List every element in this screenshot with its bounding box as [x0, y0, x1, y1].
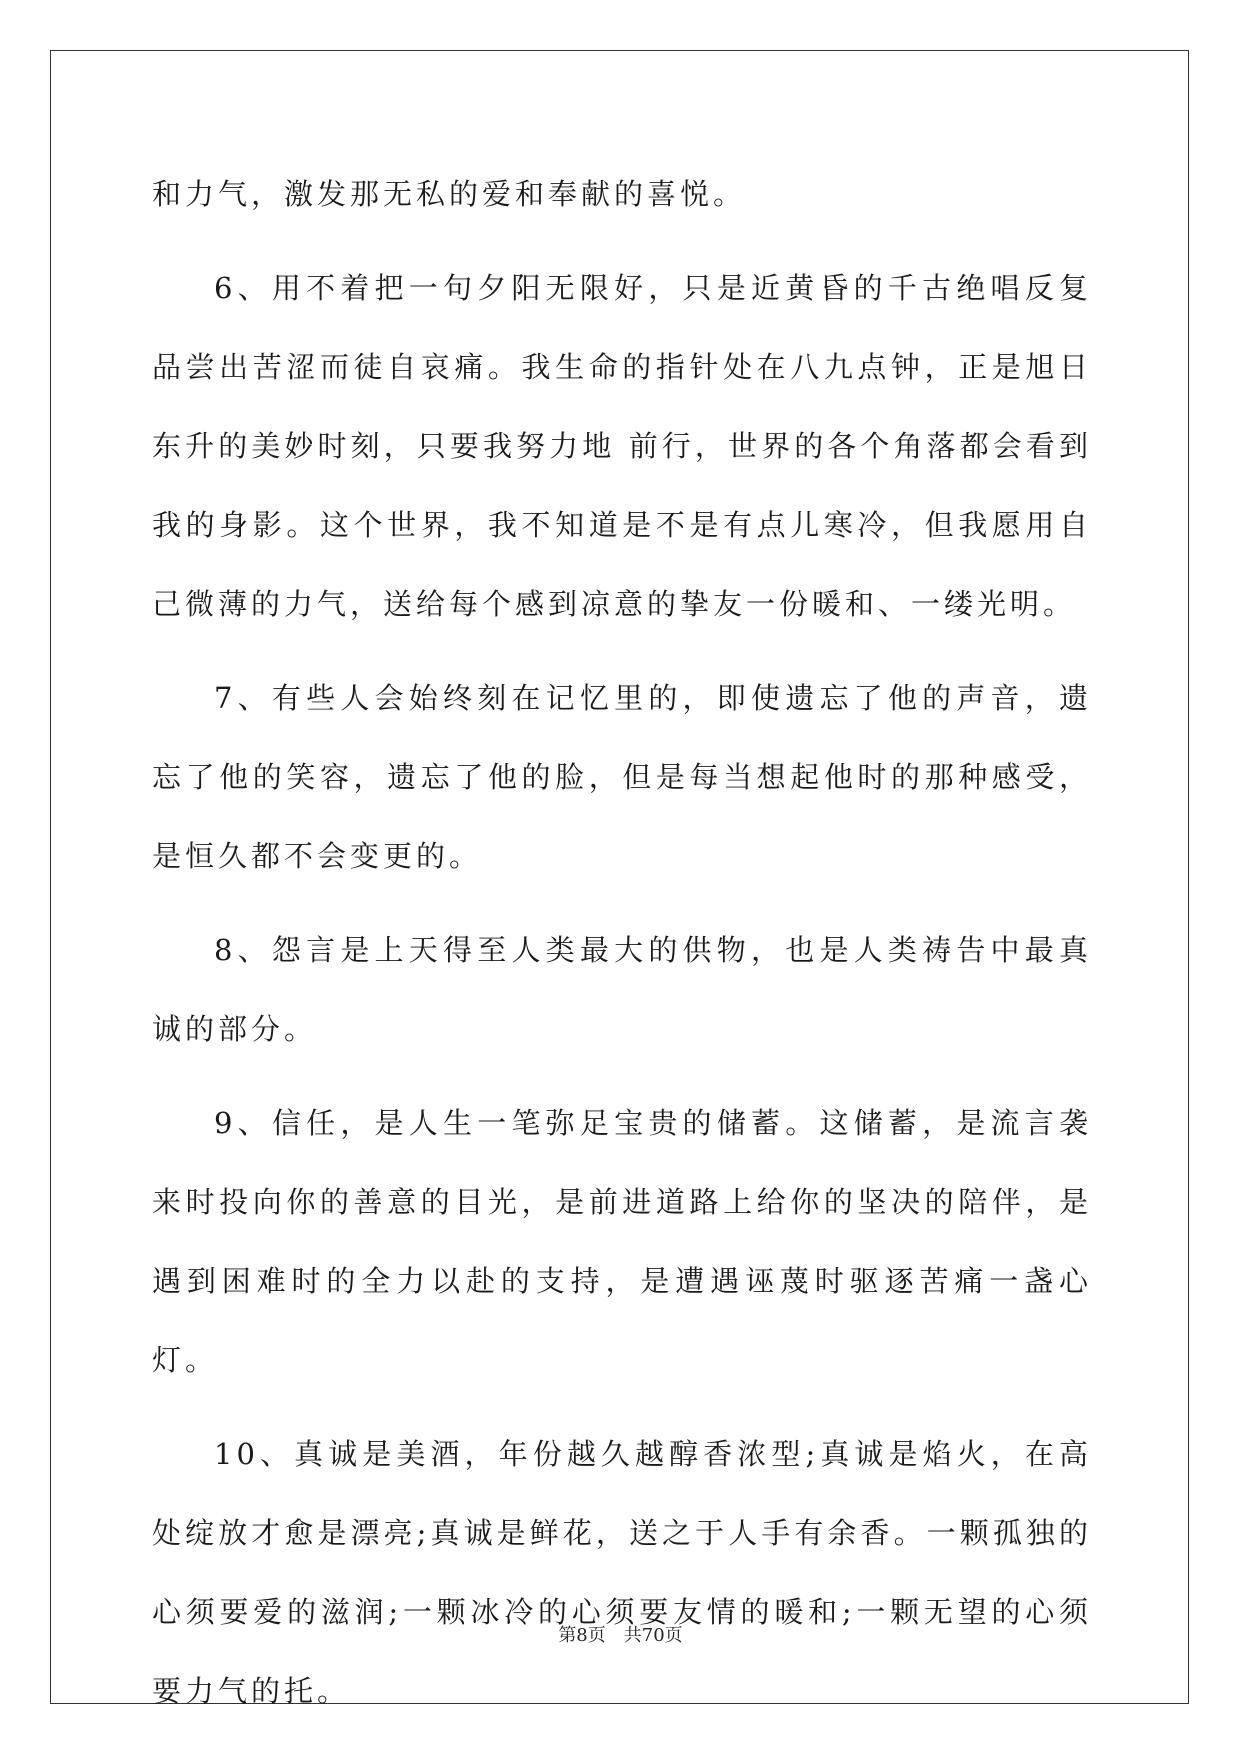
paragraph-item-6: 6、用不着把一句夕阳无限好，只是近黄昏的千古绝唱反复品尝出苦涩而徒自哀痛。我生命的指针处在八九点钟，正是旭日东升的美妙时刻，只要我努力地 前行，世界的各个角落都会看到我的身影。这个世界，我不知道是不是有点儿寒冷，但我愿用自己微薄的力气，送给每个感到凉意的挚友一份暖和、一缕光明。	[152, 271, 1092, 621]
paragraph-item-10: 10、真诚是美酒，年份越久越醇香浓型;真诚是焰火，在高处绽放才愈是漂亮;真诚是鲜花，送之于人手有余香。一颗孤独的心须要爱的滋润;一颗冰冷的心须要友情的暖和;一颗无望的心须要力气的托。	[152, 1437, 1092, 1708]
paragraph-item-7: 7、有些人会始终刻在记忆里的，即使遗忘了他的声音，遗忘了他的笑容，遗忘了他的脸，但是每当想起他时的那种感受，是恒久都不会变更的。	[152, 681, 1092, 873]
paragraph-item-9: 9、信任，是人生一笔弥足宝贵的储蓄。这储蓄，是流言袭来时投向你的善意的目光，是前进道路上给你的坚决的陪伴，是遇到困难时的全力以赴的支持，是遭遇诬蔑时驱逐苦痛一盏心灯。	[152, 1106, 1092, 1377]
paragraph-continuation: 和力气，激发那无私的爱和奉献的喜悦。	[152, 177, 747, 211]
total-pages-label: 共70页	[623, 1625, 683, 1646]
paragraph-item-8: 8、怨言是上天得至人类最大的供物，也是人类祷告中最真诚的部分。	[152, 933, 1092, 1046]
document-body	[152, 155, 1092, 1746]
current-page-label: 第8页	[558, 1625, 606, 1646]
page-footer	[0, 1624, 1241, 1648]
